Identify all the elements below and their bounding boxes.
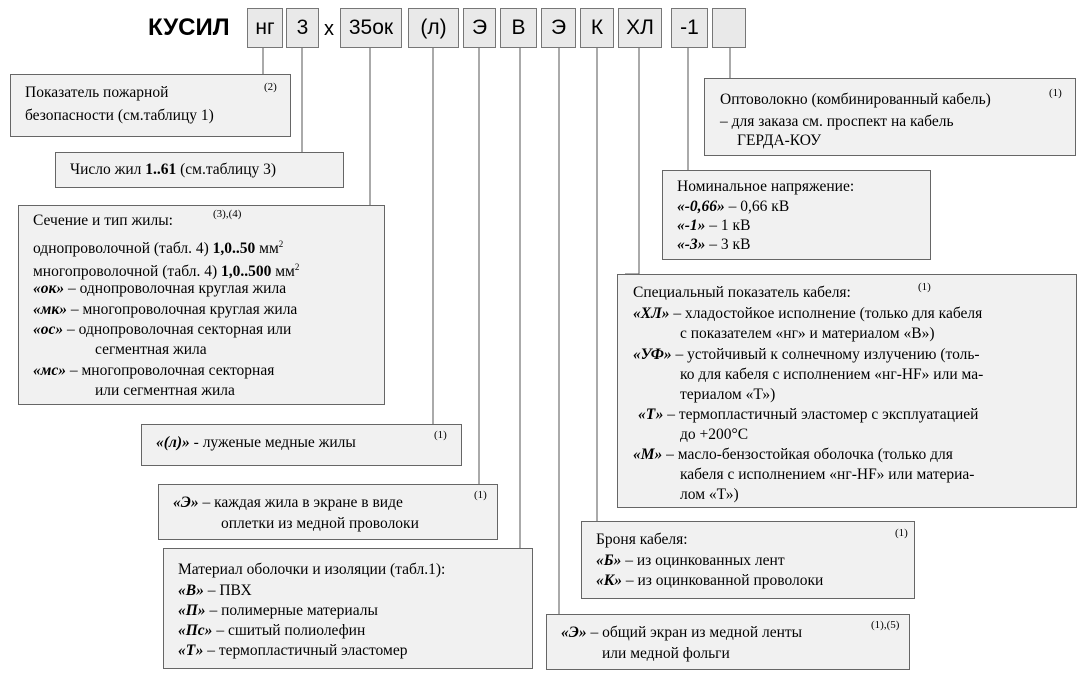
section-note: (3),(4) bbox=[213, 208, 242, 220]
screen-each-box bbox=[158, 484, 498, 540]
screen-each-line-2: оплетки из медной проволоки bbox=[221, 515, 419, 532]
fiber-box bbox=[704, 78, 1076, 156]
screen-common-box bbox=[546, 614, 910, 670]
screen-common-line-1: «Э» – общий экран из медной ленты bbox=[561, 624, 803, 641]
fiber-heading: Оптоволокно (комбинированный кабель) bbox=[720, 91, 991, 108]
code-part-cores: 3 bbox=[286, 8, 319, 48]
special-box bbox=[617, 274, 1077, 508]
special-item-hl: «ХЛ» – хладостойкое исполнение (только для кабеля bbox=[633, 305, 983, 322]
voltage-heading: Номинальное напряжение: bbox=[677, 178, 855, 195]
special-item-m: «М» – масло-бензостойкая оболочка (только для bbox=[633, 446, 953, 463]
voltage-item-3: «-3» – 3 кВ bbox=[677, 236, 751, 253]
fire-safety-line-1: Показатель пожарной bbox=[25, 84, 169, 101]
section-item-os: «ос» – однопроволочная секторная или bbox=[33, 321, 292, 338]
code-separator: х bbox=[324, 18, 334, 40]
screen-common-note: (1),(5) bbox=[871, 619, 900, 631]
code-part-special: ХЛ bbox=[618, 8, 662, 48]
product-title: КУСИЛ bbox=[148, 14, 230, 41]
section-item-ok: «ок» – однопроволочная круглая жила bbox=[33, 280, 287, 297]
special-item-t: «Т» – термопластичный эластомер с эксплуатацией bbox=[638, 406, 979, 423]
section-multi-line: многопроволочной (табл. 4) 1,0..500 $мм^2$ bbox=[33, 262, 300, 281]
section-item-os-cont: сегментная жила bbox=[95, 341, 207, 358]
screen-each-line-1: «Э» – каждая жила в экране в виде bbox=[173, 494, 403, 511]
special-item-uf: «УФ» – устойчивый к солнечному излучению (толь- bbox=[633, 346, 980, 363]
code-part-armor: К bbox=[580, 8, 614, 48]
material-box bbox=[163, 548, 533, 669]
section-item-ms: «мс» – многопроволочная секторная bbox=[33, 362, 275, 379]
material-item-p: «П» – полимерные материалы bbox=[178, 602, 378, 619]
armor-box bbox=[581, 521, 915, 599]
fire-safety-note: (2) bbox=[264, 81, 277, 93]
special-item-uf-cont2: териалом «Т») bbox=[680, 386, 776, 403]
special-item-uf-cont: ко для кабеля с исполнением «нг-HF» или ма- bbox=[680, 366, 984, 383]
section-solid-line: однопроволочной (табл. 4) 1,0..50 $мм^2$ bbox=[33, 239, 284, 258]
fiber-line-2: ГЕРДА-КОУ bbox=[737, 132, 822, 149]
fiber-line-1: – для заказа см. проспект на кабель bbox=[720, 113, 954, 130]
code-part-tinned: (л) bbox=[408, 8, 459, 48]
fiber-note: (1) bbox=[1049, 87, 1062, 99]
code-part-screen-common: Э bbox=[541, 8, 576, 48]
fire-safety-box bbox=[10, 74, 291, 137]
screen-each-note: (1) bbox=[474, 489, 487, 501]
tinned-note: (1) bbox=[434, 429, 447, 441]
section-item-mk: «мк» – многопроволочная круглая жила bbox=[33, 301, 298, 318]
code-part-material: В bbox=[500, 8, 537, 48]
code-part-section: 35ок bbox=[340, 8, 402, 48]
code-part-screen-each: Э bbox=[463, 8, 496, 48]
material-item-v: «В» – ПВХ bbox=[178, 582, 252, 599]
screen-common-line-2: или медной фольги bbox=[602, 645, 730, 662]
fire-safety-line-2: безопасности (см.таблицу 1) bbox=[25, 107, 214, 124]
section-heading: Сечение и тип жилы: bbox=[33, 212, 173, 229]
special-note: (1) bbox=[918, 281, 931, 293]
cores-count-box bbox=[55, 152, 344, 188]
special-item-t-cont: до +200°С bbox=[680, 426, 749, 443]
special-item-m-cont: кабеля с исполнением «нг-HF» или материа- bbox=[680, 466, 975, 483]
special-heading: Специальный показатель кабеля: bbox=[633, 284, 851, 301]
voltage-box bbox=[662, 170, 931, 260]
material-item-t: «Т» – термопластичный эластомер bbox=[178, 642, 408, 659]
armor-heading: Броня кабеля: bbox=[596, 531, 688, 548]
section-item-ms-cont: или сегментная жила bbox=[95, 382, 235, 399]
armor-note: (1) bbox=[895, 527, 908, 539]
special-item-hl-cont: с показателем «нг» и материалом «В») bbox=[680, 325, 935, 342]
special-item-m-cont2: лом «Т») bbox=[680, 486, 739, 503]
code-part-ng: нг bbox=[247, 8, 283, 48]
cores-count-text: Число жил 1..61 (см.таблицу 3) bbox=[70, 161, 277, 178]
voltage-item-1: «-1» – 1 кВ bbox=[677, 217, 751, 234]
section-type-box bbox=[18, 205, 385, 405]
material-heading: Материал оболочки и изоляции (табл.1): bbox=[178, 561, 446, 578]
voltage-item-066: «-0,66» – 0,66 кВ bbox=[677, 198, 790, 215]
material-item-ps: «Пс» – сшитый полиолефин bbox=[178, 622, 366, 639]
armor-item-k: «К» – из оцинкованной проволоки bbox=[596, 572, 824, 589]
code-part-fiber bbox=[712, 8, 746, 48]
tinned-text: «(л)» - луженые медные жилы bbox=[156, 434, 356, 451]
armor-item-b: «Б» – из оцинкованных лент bbox=[596, 552, 785, 569]
code-part-voltage: -1 bbox=[671, 8, 708, 48]
tinned-box bbox=[141, 424, 462, 466]
